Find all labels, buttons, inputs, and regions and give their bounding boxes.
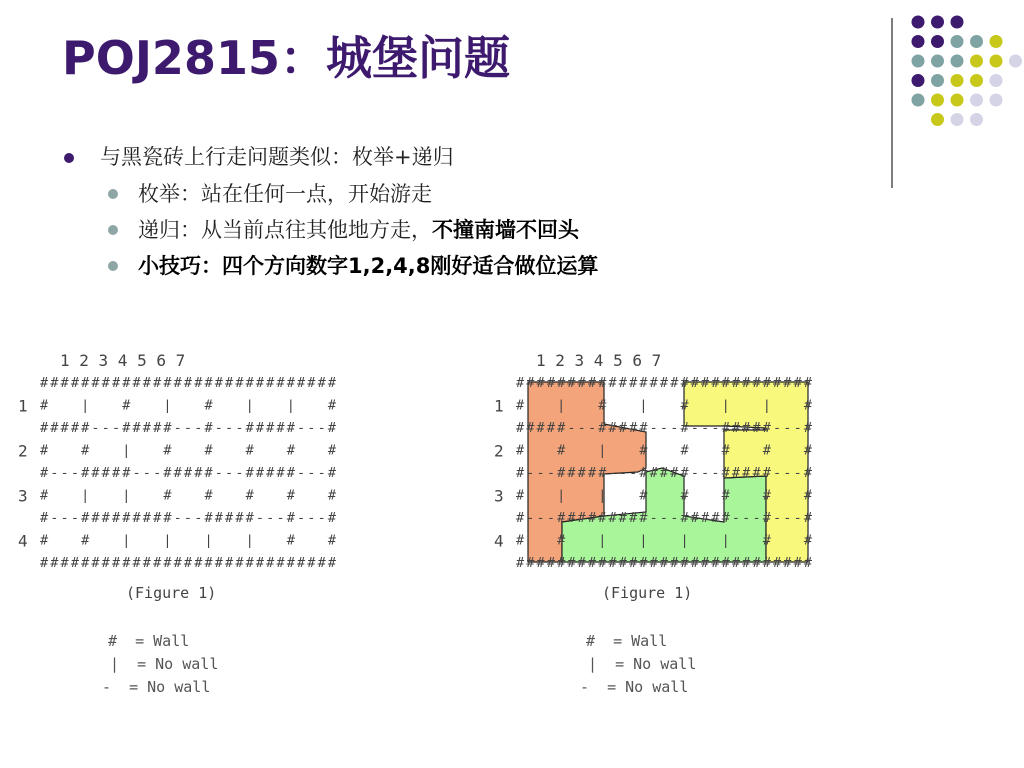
decor-dot: [912, 16, 925, 29]
decor-dot: [951, 35, 964, 48]
castle-grid-row: #############################: [40, 375, 336, 391]
castle-grid-row: # | # | # | | #: [40, 397, 336, 414]
castle-grid-row: # | | # # # # #: [516, 487, 812, 504]
castle-grid-row: # | # | # | | #: [516, 397, 812, 414]
decor-dot: [931, 94, 944, 107]
castle-grid-row: #---#########---#####---#---#: [40, 510, 336, 526]
decor-dot: [990, 74, 1003, 87]
castle-grid-row: #---#####---#####---#####---#: [516, 465, 812, 481]
legend-no-wall-bar: | = No wall: [588, 655, 697, 673]
castle-grid-row: #####---#####---#---#####---#: [40, 420, 336, 436]
castle-grid-row: #---#########---#####---#---#: [516, 510, 812, 526]
row-number-label: 1: [494, 396, 504, 416]
divider-line: [891, 18, 893, 188]
bullet-main-text: 与黑瓷砖上行走问题类似：枚举+递归: [100, 145, 454, 169]
bullet-list: [58, 140, 858, 284]
decor-dot: [990, 55, 1003, 68]
castle-grid-row: #############################: [40, 555, 336, 571]
column-header-text: 1 2 3 4 5 6 7: [60, 351, 186, 370]
figure-caption: (Figure 1): [126, 584, 217, 602]
decor-dot: [912, 74, 925, 87]
decor-dot: [951, 74, 964, 87]
legend-no-wall-dash: - = No wall: [580, 678, 689, 696]
castle-grid-row: #############################: [516, 555, 812, 571]
decor-dot: [931, 16, 944, 29]
column-header-text: 1 2 3 4 5 6 7: [536, 351, 662, 370]
castle-figure-colored: [490, 346, 830, 608]
bullet-dot-icon: [108, 261, 118, 271]
castle-grid-row: #---#####---#####---#####---#: [40, 465, 336, 481]
row-number-label: 1: [18, 396, 28, 416]
bullet-dot-icon: [64, 153, 74, 163]
bullet-sub-trick: [58, 248, 858, 284]
bullet-sub-recursion: [58, 212, 858, 248]
decor-dot: [970, 113, 983, 126]
decor-dot: [951, 55, 964, 68]
decor-dot: [951, 16, 964, 29]
bullet-sub2-text: 递归：从当前点往其他地方走，: [138, 218, 432, 242]
castle-grid-row: #####---#####---#---#####---#: [516, 420, 812, 436]
castle-grid-row: # | | # # # # #: [40, 487, 336, 504]
bullet-sub-enumerate: [58, 176, 858, 212]
row-number-label: 3: [18, 486, 28, 506]
castle-grid-row: # # | # # # # #: [40, 442, 336, 459]
castle-grid-colored: [490, 346, 830, 608]
decor-dot: [931, 74, 944, 87]
legend-wall: # = Wall: [586, 632, 668, 650]
decor-dot: [931, 35, 944, 48]
castle-grid-row: # # | # # # # #: [516, 442, 812, 459]
legend-wall: # = Wall: [108, 632, 190, 650]
row-number-label: 4: [494, 531, 504, 551]
legend-left: [102, 630, 219, 699]
bullet-sub1-text: 枚举：站在任何一点，开始游走: [138, 182, 432, 206]
decor-dot: [912, 55, 925, 68]
row-number-label: 4: [18, 531, 28, 551]
figure-caption: (Figure 1): [602, 584, 693, 602]
decor-dot: [970, 94, 983, 107]
decor-dot: [1009, 55, 1022, 68]
decor-dot: [951, 113, 964, 126]
castle-grid-row: #############################: [516, 375, 812, 391]
decor-dot: [970, 74, 983, 87]
bullet-dot-icon: [108, 225, 118, 235]
row-number-label: 2: [494, 441, 504, 461]
bullet-main: [58, 140, 858, 176]
row-number-label: 3: [494, 486, 504, 506]
castle-grid-row: # # | | | | # #: [516, 532, 812, 549]
castle-grid-plain: [14, 346, 354, 608]
legend-no-wall-dash: - = No wall: [102, 678, 211, 696]
decor-dot: [970, 55, 983, 68]
slide-title: POJ2815：城堡问题: [62, 31, 510, 85]
decor-dot: [970, 35, 983, 48]
bullet-sub2-bold: 不撞南墙不回头: [432, 218, 579, 242]
decor-dot: [951, 94, 964, 107]
decor-dot: [931, 55, 944, 68]
decor-dot: [931, 113, 944, 126]
castle-grid-row: # # | | | | # #: [40, 532, 336, 549]
row-number-label: 2: [18, 441, 28, 461]
bullet-dot-icon: [108, 189, 118, 199]
bullet-sub3-text: 小技巧：四个方向数字1,2,4,8刚好适合做位运算: [138, 254, 599, 278]
decor-dot: [912, 94, 925, 107]
legend-no-wall-bar: | = No wall: [110, 655, 219, 673]
decor-dot: [990, 94, 1003, 107]
castle-figure-plain: [14, 346, 354, 608]
decor-dot: [912, 35, 925, 48]
legend-right: [580, 630, 697, 699]
decor-dot: [990, 35, 1003, 48]
